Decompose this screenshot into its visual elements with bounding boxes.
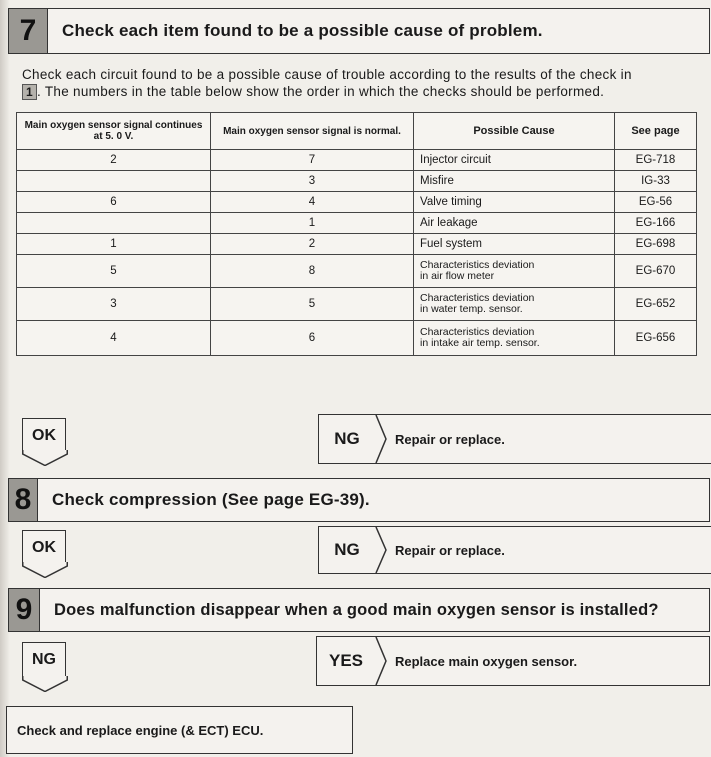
see-page-cell: EG-652 — [615, 288, 697, 321]
step-7-ok-badge — [22, 418, 66, 450]
ng-action: Repair or replace. — [395, 542, 505, 558]
step-9-ng-badge — [22, 642, 66, 676]
possible-cause-cell — [414, 171, 615, 192]
table-row — [17, 171, 697, 192]
table-body — [17, 150, 697, 356]
order-signal-normal: 5 — [211, 288, 414, 321]
header-continues-5v: Main oxygen sensor signal continues at 5. 0 V. — [17, 113, 211, 150]
cause-line-1: Characteristics deviation — [420, 259, 535, 271]
step-9-yes-box — [316, 636, 710, 686]
step-7-instructions — [22, 66, 702, 100]
yes-label: YES — [328, 651, 364, 670]
order-continues-5v — [17, 213, 211, 234]
table-row — [17, 192, 697, 213]
table-header-row — [17, 113, 697, 150]
order-signal-normal: 7 — [211, 150, 414, 171]
possible-cause-cell — [414, 192, 615, 213]
cause-line-1: Injector circuit — [420, 154, 491, 166]
order-continues-5v: 2 — [17, 150, 211, 171]
table-row — [17, 255, 697, 288]
order-signal-normal: 1 — [211, 213, 414, 234]
step-8-number: 8 — [9, 479, 38, 521]
order-signal-normal: 3 — [211, 171, 414, 192]
cause-line-1: Misfire — [420, 175, 454, 187]
step-9-title: Does malfunction disappear when a good main oxygen sensor is installed? — [54, 600, 659, 619]
chevron-right-icon — [375, 415, 387, 463]
possible-cause-cell — [414, 321, 615, 356]
possible-cause-cell — [414, 255, 615, 288]
step-7-title: Check each item found to be a possible cause of problem. — [62, 21, 543, 40]
see-page-cell: EG-718 — [615, 150, 697, 171]
header-signal-normal: Main oxygen sensor signal is normal. — [211, 113, 414, 150]
order-continues-5v — [17, 171, 211, 192]
step-8-ng-box — [318, 526, 711, 574]
order-continues-5v: 5 — [17, 255, 211, 288]
arrow-down-icon — [22, 450, 68, 466]
ng-label: NG — [32, 651, 56, 668]
table-row — [17, 234, 697, 255]
ok-label: OK — [32, 427, 56, 444]
step-7-ng-box — [318, 414, 711, 464]
cause-line-1: Fuel system — [420, 238, 482, 250]
order-continues-5v: 4 — [17, 321, 211, 356]
see-page-cell: IG-33 — [615, 171, 697, 192]
cause-table — [16, 112, 697, 356]
table-row — [17, 213, 697, 234]
final-action-text: Check and replace engine (& ECT) ECU. — [17, 722, 264, 738]
table-row — [17, 150, 697, 171]
cause-line-1: Air leakage — [420, 217, 478, 229]
possible-cause-cell — [414, 150, 615, 171]
possible-cause-cell — [414, 234, 615, 255]
order-signal-normal: 4 — [211, 192, 414, 213]
table-row — [17, 321, 697, 356]
cause-line-2: in air flow meter — [420, 270, 495, 282]
cause-line-1: Characteristics deviation — [420, 326, 535, 338]
header-see-page: See page — [615, 113, 697, 150]
ng-action: Repair or replace. — [395, 431, 505, 447]
step-8-header — [8, 478, 710, 522]
see-page-cell: EG-166 — [615, 213, 697, 234]
yes-action: Replace main oxygen sensor. — [395, 653, 578, 669]
step-8-ok-badge — [22, 530, 66, 562]
cause-line-2: in water temp. sensor. — [420, 303, 523, 315]
step-7-number: 7 — [9, 9, 48, 53]
cause-line-2: in intake air temp. sensor. — [420, 337, 540, 349]
instructions-line-2 — [22, 83, 702, 100]
table-row — [17, 288, 697, 321]
order-continues-5v: 1 — [17, 234, 211, 255]
see-page-cell: EG-56 — [615, 192, 697, 213]
chevron-right-icon — [375, 637, 387, 685]
cause-line-1: Characteristics deviation — [420, 292, 535, 304]
step-9-number: 9 — [9, 589, 40, 631]
cause-line-1: Valve timing — [420, 196, 482, 208]
see-page-cell: EG-670 — [615, 255, 697, 288]
order-continues-5v: 6 — [17, 192, 211, 213]
chevron-right-icon — [375, 527, 387, 573]
header-possible-cause: Possible Cause — [414, 113, 615, 150]
arrow-down-icon — [22, 676, 68, 692]
instructions-line-2-text: . The numbers in the table below show the order in which the checks should be performed. — [36, 84, 605, 99]
ng-label: NG — [334, 429, 360, 448]
order-signal-normal: 8 — [211, 255, 414, 288]
ok-label: OK — [32, 539, 56, 556]
step-8-title: Check compression (See page EG-39). — [52, 490, 370, 509]
order-continues-5v: 3 — [17, 288, 211, 321]
final-action-box — [6, 706, 353, 754]
step-7-header — [8, 8, 710, 54]
see-page-cell: EG-698 — [615, 234, 697, 255]
instructions-line-1: Check each circuit found to be a possible cause of trouble according to the results of the check in — [22, 67, 632, 82]
order-signal-normal: 6 — [211, 321, 414, 356]
reference-box: 1 — [22, 84, 37, 100]
page-edge-shadow — [0, 0, 10, 757]
ng-label: NG — [334, 540, 360, 559]
possible-cause-cell — [414, 288, 615, 321]
arrow-down-icon — [22, 562, 68, 578]
order-signal-normal: 2 — [211, 234, 414, 255]
see-page-cell: EG-656 — [615, 321, 697, 356]
step-9-header — [8, 588, 710, 632]
possible-cause-table — [16, 112, 696, 356]
possible-cause-cell — [414, 213, 615, 234]
